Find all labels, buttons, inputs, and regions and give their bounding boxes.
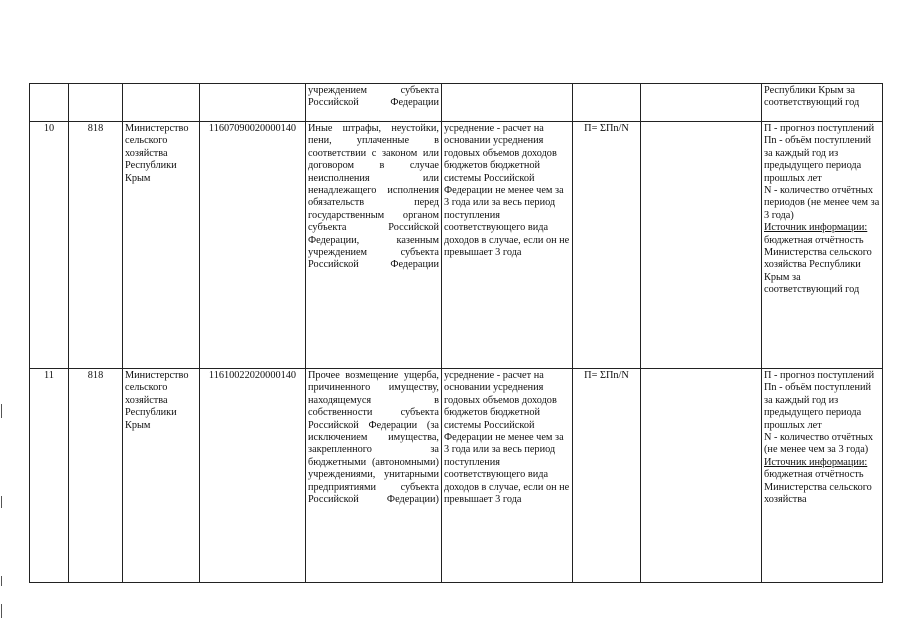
- source-text: бюджетная отчётность Министерства сельского хозяйства Республики Крым за соответствующий год: [764, 234, 872, 296]
- source-heading: Источник информации:: [764, 222, 868, 234]
- scan-artifact: [1, 496, 2, 508]
- admin-code: [69, 84, 123, 122]
- admin-code: 818: [69, 122, 123, 369]
- scan-artifact: [1, 576, 2, 586]
- calc-formula: [573, 84, 641, 122]
- empty-cell: [641, 122, 762, 369]
- algorithm-description: [762, 122, 883, 369]
- empty-cell: [641, 369, 762, 583]
- algo-line: Пn - объём поступлений за каждый год из предыдущего периода прошлых лет: [764, 382, 872, 431]
- calc-method: усреднение - расчет на основании усреднения годовых объемов доходов бюджетов бюджетной системы Российской Федерации не менее чем за 3 года или за весь период поступления соответствующего вида доходов в случае, если он не превышает 3 года: [442, 369, 573, 583]
- kbk-code: 11607090020000140: [200, 122, 306, 369]
- row-number: 10: [30, 122, 69, 369]
- row-number: [30, 84, 69, 122]
- income-name: Иные штрафы, неустойки, пени, уплаченные в соответствии с законом или договором в случае неисполнения или ненадлежащего исполнения обязательств перед государственным органом субъекта Российской Федерации, казенным учреждением субъекта Российской Федерации: [306, 122, 442, 369]
- source-text: бюджетная отчётность Министерства сельского хозяйства: [764, 469, 872, 506]
- calc-formula: П= ΣПn/N: [573, 122, 641, 369]
- algo-line: N - количество отчётных (не менее чем за 3 года): [764, 432, 874, 456]
- empty-cell: [641, 84, 762, 122]
- table-row: [30, 369, 883, 583]
- algo-line: П - прогноз поступлений: [764, 370, 875, 381]
- algorithm-description: [762, 369, 883, 583]
- table-row: [30, 84, 883, 122]
- kbk-code: [200, 84, 306, 122]
- table-row: [30, 122, 883, 369]
- income-name: Прочее возмещение ущерба, причиненного имуществу, находящемуся в собственности субъекта Российской Федерации (за исключением имущества, закрепленного за бюджетными (автономными) учреждениями, унитарными предприятиями субъекта Российской Федерации): [306, 369, 442, 583]
- source-text: Республики Крым за соответствующий год: [764, 85, 860, 109]
- row-number: 11: [30, 369, 69, 583]
- calc-method: усреднение - расчет на основании усреднения годовых объемов доходов бюджетов бюджетной системы Российской Федерации не менее чем за 3 года или за весь период поступления соответствующего вида доходов в случае, если он не превышает 3 года: [442, 122, 573, 369]
- scan-artifact: [1, 604, 2, 618]
- source-heading: Источник информации:: [764, 456, 868, 468]
- algo-line: N - количество отчётных периодов (не менее чем за 3 года): [764, 185, 880, 221]
- scan-artifact: [1, 404, 2, 418]
- kbk-code: 11610022020000140: [200, 369, 306, 583]
- algo-line: Пn - объём поступлений за каждый год из предыдущего периода прошлых лет: [764, 135, 872, 184]
- income-name: учреждением субъекта Российской Федерации: [306, 84, 442, 122]
- admin-code: 818: [69, 369, 123, 583]
- revenue-forecast-table: [29, 83, 883, 583]
- calc-method: [442, 84, 573, 122]
- agency-name: Министерство сельского хозяйства Республики Крым: [123, 369, 200, 583]
- calc-formula: П= ΣПn/N: [573, 369, 641, 583]
- algo-line: П - прогноз поступлений: [764, 123, 875, 134]
- algorithm-description: [762, 84, 883, 122]
- agency-name: Министерство сельского хозяйства Республики Крым: [123, 122, 200, 369]
- agency-name: [123, 84, 200, 122]
